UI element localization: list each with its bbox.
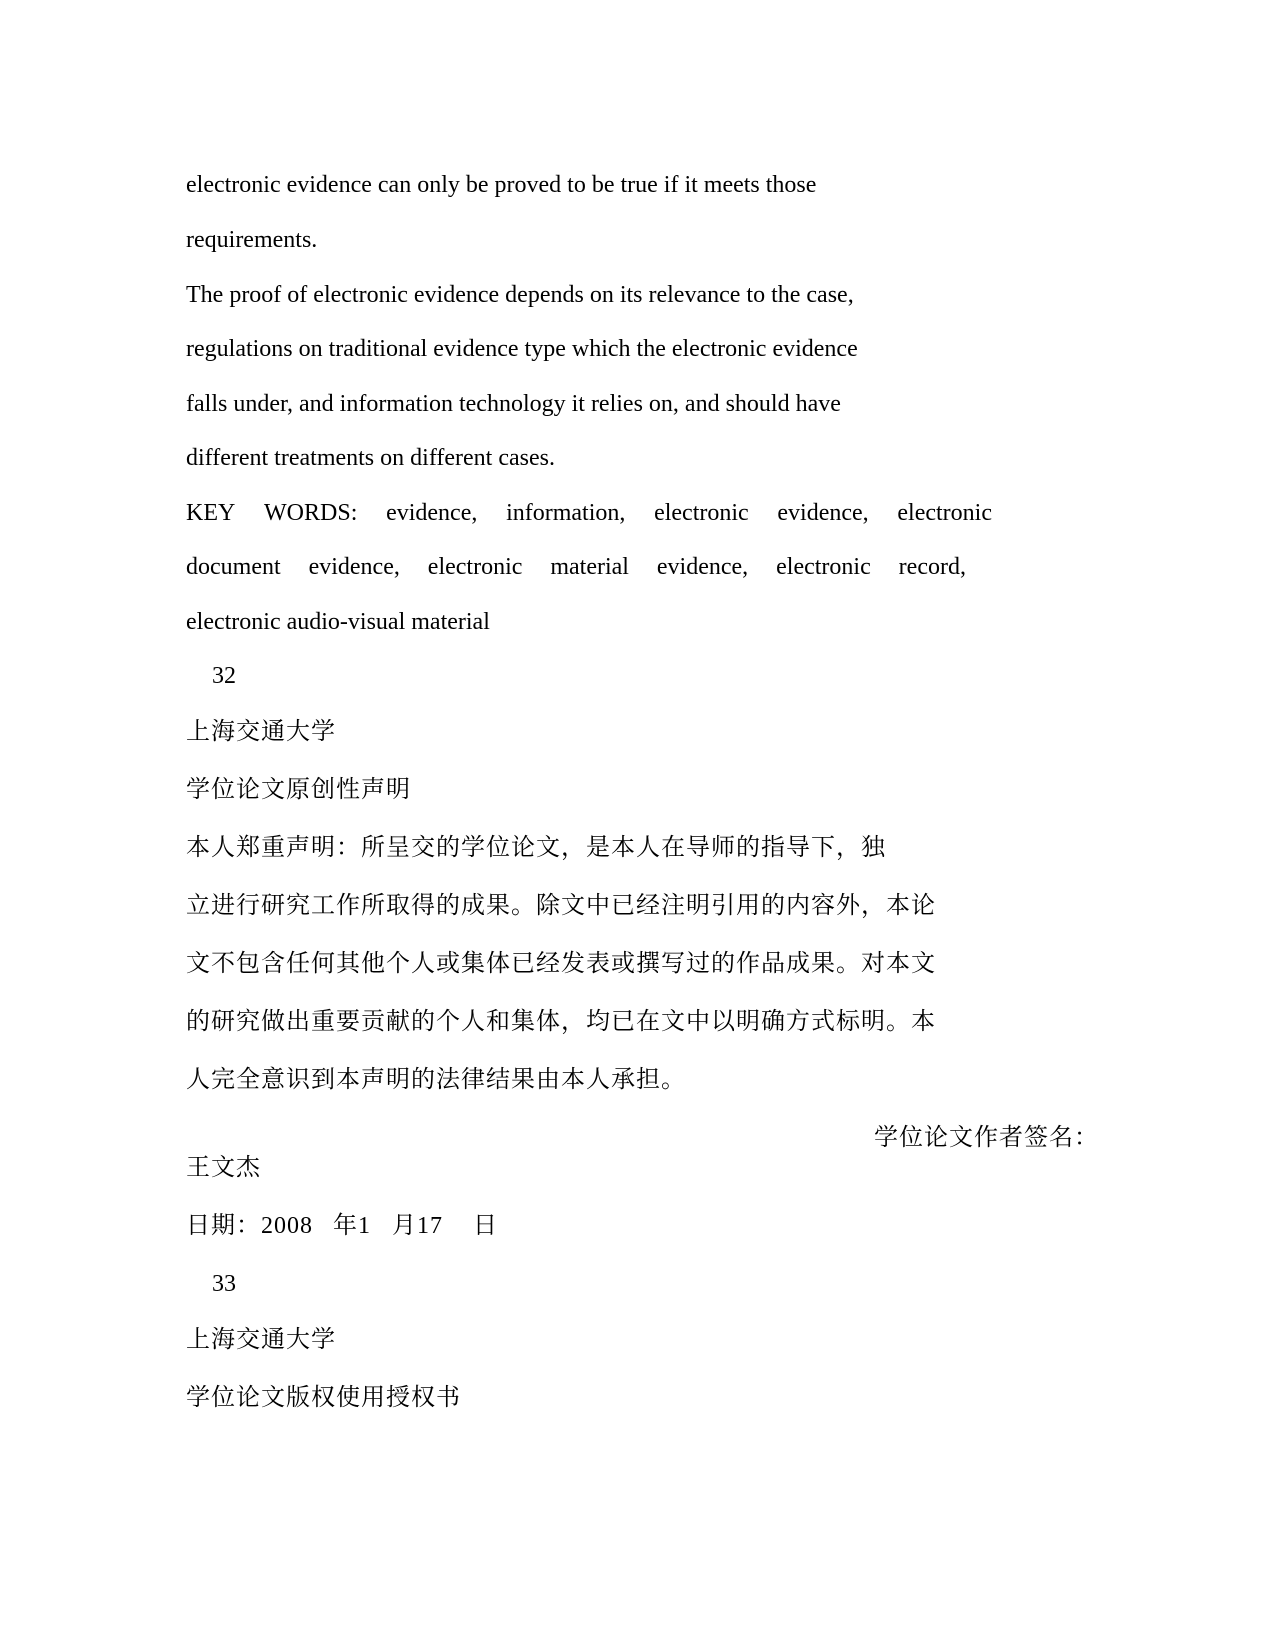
date-month-unit: 月 [392, 1213, 417, 1239]
abstract-line: The proof of electronic evidence depends on its relevance to the case, [186, 282, 854, 308]
authorization-title: 学位论文版权使用授权书 [186, 1385, 461, 1411]
abstract-line: regulations on traditional evidence type which the electronic evidence [186, 336, 858, 362]
signature-label: 学位论文作者签名： [874, 1125, 1099, 1151]
declaration-body-line: 立进行研究工作所取得的成果。除文中已经注明引用的内容外，本论 [186, 893, 936, 919]
declaration-body-line: 的研究做出重要贡献的个人和集体，均已在文中以明确方式标明。本 [186, 1009, 936, 1035]
keyword-word: record, [898, 554, 966, 580]
keyword-word: information, [506, 500, 626, 526]
date-label: 日期： [186, 1213, 261, 1239]
keyword-word: WORDS: [264, 500, 358, 526]
keyword-word: electronic [776, 554, 871, 580]
signature-date [186, 1211, 498, 1241]
declaration-body-line: 文不包含任何其他个人或集体已经发表或撰写过的作品成果。对本文 [186, 951, 936, 977]
keyword-word: evidence, [656, 554, 749, 580]
declaration-body-line: 人完全意识到本声明的法律结果由本人承担。 [186, 1067, 686, 1093]
keyword-word: electronic [654, 500, 749, 526]
keywords-line-3: electronic audio-visual material [186, 609, 490, 635]
keyword-word: electronic [427, 554, 523, 580]
keyword-word: document [186, 554, 281, 580]
page-number: 33 [212, 1271, 236, 1297]
abstract-line: falls under, and information technology it relies on, and should have [186, 391, 841, 417]
keyword-word: electronic [897, 500, 992, 526]
declaration-body-line: 本人郑重声明：所呈交的学位论文，是本人在导师的指导下，独 [186, 835, 886, 861]
declaration-title: 学位论文原创性声明 [186, 777, 411, 803]
page-number: 32 [212, 663, 236, 689]
university-name: 上海交通大学 [186, 719, 336, 745]
abstract-line: requirements. [186, 227, 318, 253]
keyword-word: evidence, [777, 500, 869, 526]
keyword-word: evidence, [308, 554, 400, 580]
abstract-line: different treatments on different cases. [186, 445, 555, 471]
abstract-line: electronic evidence can only be proved to be true if it meets those [186, 172, 817, 198]
university-name: 上海交通大学 [186, 1327, 336, 1353]
date-day-unit: 日 [473, 1213, 498, 1239]
keywords-line-2 [186, 552, 966, 582]
keyword-word: material [550, 554, 629, 580]
date-month: 1 [358, 1213, 371, 1239]
keyword-word: KEY [186, 500, 236, 526]
signature-name: 王文杰 [186, 1155, 261, 1181]
date-day: 17 [417, 1213, 443, 1239]
keywords-line-1 [186, 498, 992, 528]
keyword-word: evidence, [386, 500, 478, 526]
date-year-unit: 年 [333, 1213, 358, 1239]
date-year: 2008 [261, 1213, 313, 1239]
